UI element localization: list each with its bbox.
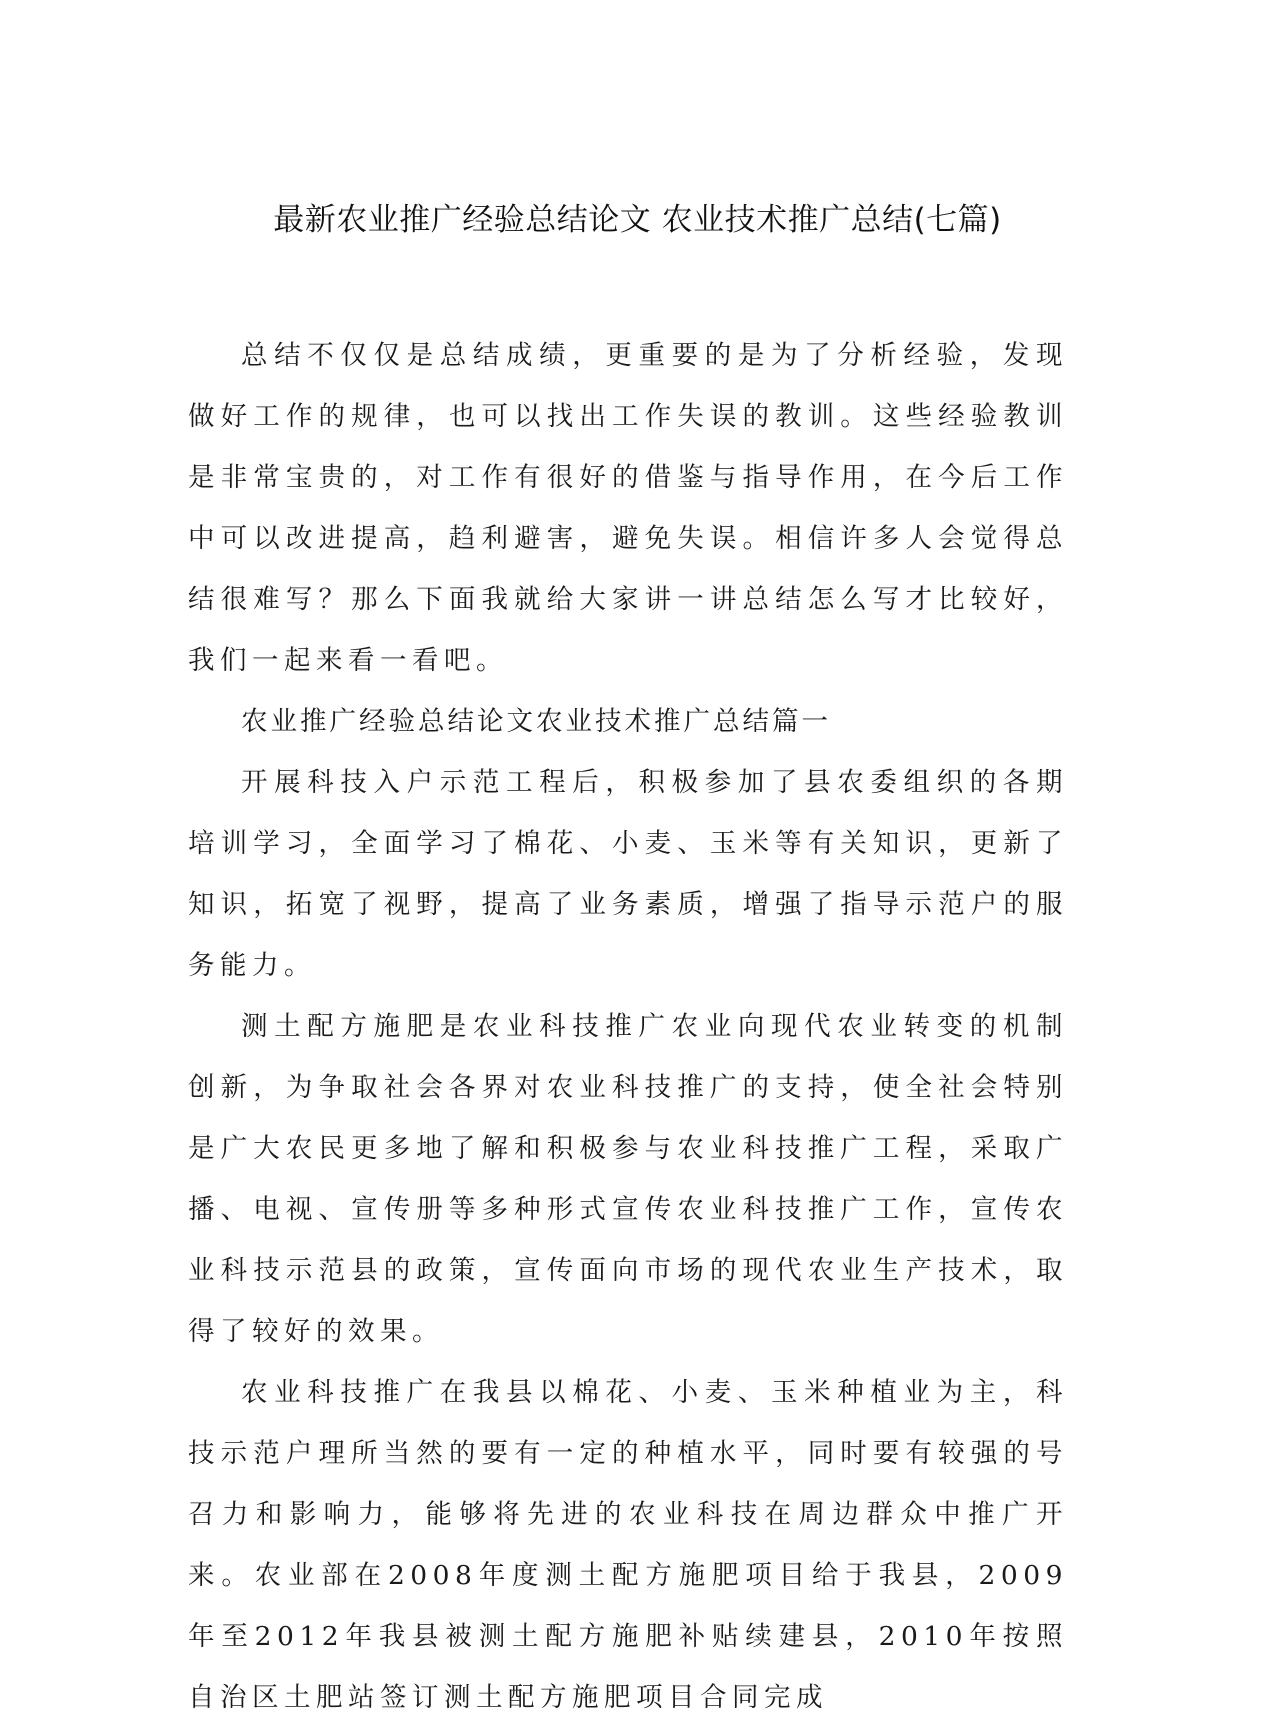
document-body [188, 325, 1068, 1728]
section-heading: 农业推广经验总结论文农业技术推广总结篇一 [241, 706, 831, 737]
body-paragraph: 开展科技入户示范工程后，积极参加了县农委组织的各期培训学习，全面学习了棉花、小麦、玉米等有关知识，更新了知识，拓宽了视野，提高了业务素质，增强了指导示范户的服务能力。 [188, 767, 1068, 981]
intro-paragraph: 总结不仅仅是总结成绩，更重要的是为了分析经验，发现做好工作的规律，也可以找出工作失误的教训。这些经验教训是非常宝贵的，对工作有很好的借鉴与指导作用，在今后工作中可以改进提高，趋利避害，避免失误。相信许多人会觉得总结很难写？那么下面我就给大家讲一讲总结怎么写才比较好，我们一起来看一看吧。 [188, 340, 1068, 676]
body-paragraph: 测土配方施肥是农业科技推广农业向现代农业转变的机制创新，为争取社会各界对农业科技推广的支持，使全社会特别是广大农民更多地了解和积极参与农业科技推广工程，采取广播、电视、宣传册等多种形式宣传农业科技推广工作，宣传农业科技示范县的政策，宣传面向市场的现代农业生产技术，取得了较好的效果。 [188, 1011, 1068, 1347]
body-paragraph: 农业科技推广在我县以棉花、小麦、玉米种植业为主，科技示范户理所当然的要有一定的种植水平，同时要有较强的号召力和影响力，能够将先进的农业科技在周边群众中推广开来。农业部在2008年度测土配方施肥项目给于我县，2009年至2012年我县被测土配方施肥补贴续建县，2010年按照自治区土肥站签订测土配方施肥项目合同完成 [188, 1377, 1068, 1713]
document-title: 最新农业推广经验总结论文 农业技术推广总结(七篇) [273, 202, 1002, 238]
